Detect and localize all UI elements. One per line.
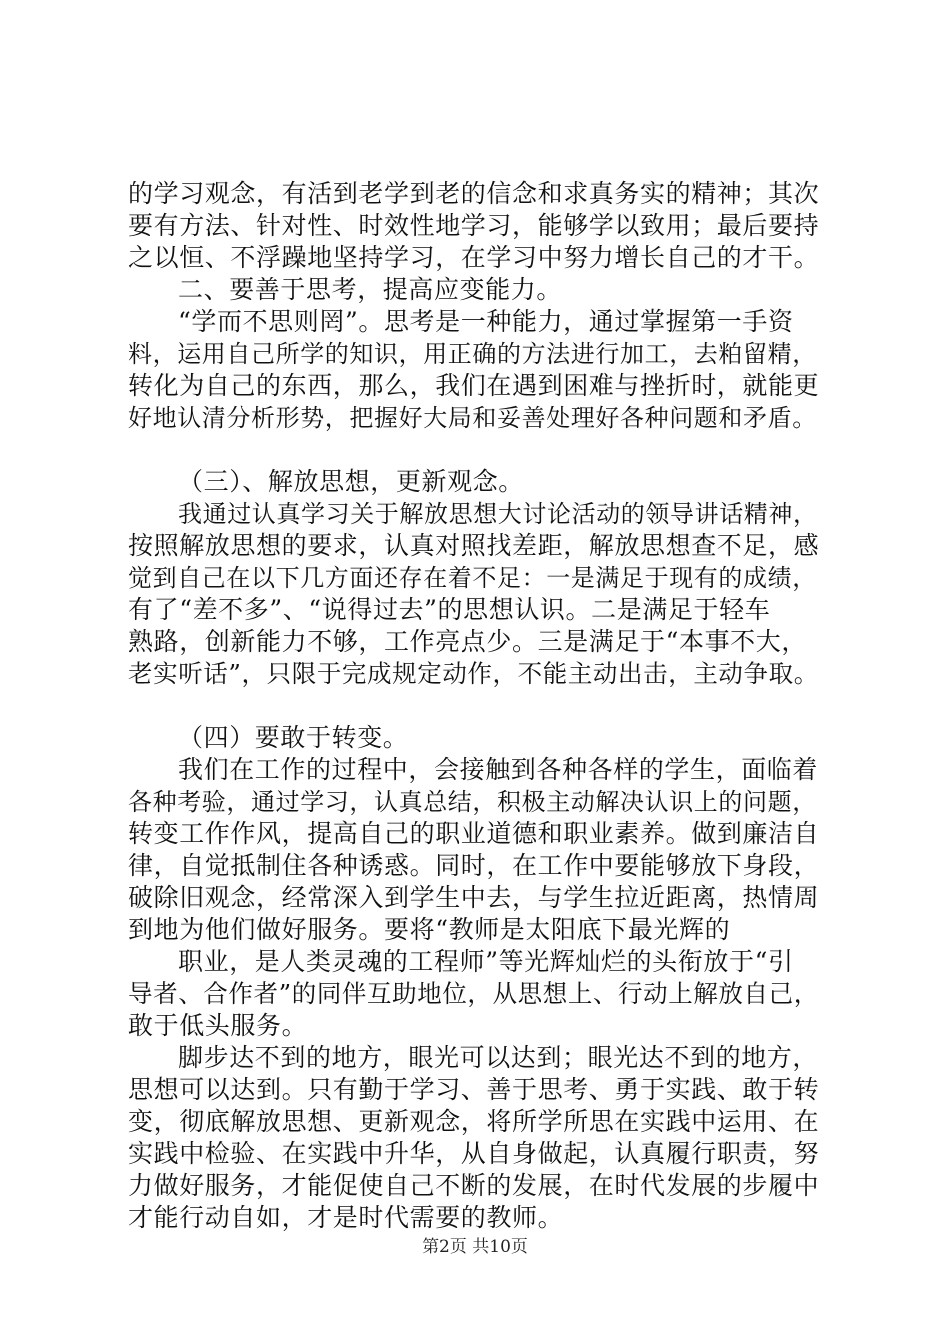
text-line: 变，彻底解放思想、更新观念，将所学所思在实践中运用、在 <box>128 1107 820 1136</box>
text-line: 要有方法、针对性、时效性地学习，能够学以致用；最后要持 <box>128 211 820 240</box>
text-line: 老实听话”，只限于完成规定动作，不能主动出击，主动争取。 <box>128 659 819 688</box>
text-line: 有了“差不多”、“说得过去”的思想认识。二是满足于轻车 <box>128 595 771 624</box>
text-line: 职业，是人类灵魂的工程师”等光辉灿烂的头衔放于“引 <box>178 947 794 976</box>
page-footer: 第2页 共10页 <box>422 1237 528 1257</box>
text-line: 破除旧观念，经常深入到学生中去，与学生拉近距离，热情周 <box>128 883 820 912</box>
text-line: 导者、合作者”的同伴互助地位，从思想上、行动上解放自己， <box>128 979 819 1008</box>
text-line: 按照解放思想的要求，认真对照找差距，解放思想查不足，感 <box>128 531 820 560</box>
text-line: 敢于低头服务。 <box>128 1011 308 1040</box>
text-line: 之以恒、不浮躁地坚持学习，在学习中努力增长自己的才干。 <box>128 243 820 272</box>
section-heading: 二、要善于思考，提高应变能力。 <box>178 275 563 304</box>
text-line: 转变工作作风，提高自己的职业道德和职业素养。做到廉洁自 <box>128 819 820 848</box>
text-line: 各种考验，通过学习，认真总结，积极主动解决认识上的问题， <box>128 788 817 816</box>
text-line: 好地认清分析形势，把握好大局和妥善处理好各种问题和矛盾。 <box>128 404 817 432</box>
text-line: 思想可以达到。只有勤于学习、善于思考、勇于实践、敢于转 <box>128 1075 820 1104</box>
text-line: 我们在工作的过程中，会接触到各种各样的学生，面临着 <box>178 755 819 784</box>
text-line: “学而不思则罔”。思考是一种能力，通过掌握第一手资 <box>178 307 794 336</box>
text-line: 到地为他们做好服务。要将“教师是太阳底下最光辉的 <box>128 915 731 944</box>
section-heading: （三）、解放思想，更新观念。 <box>178 467 524 496</box>
section-heading: （四）要敢于转变。 <box>178 723 409 752</box>
text-line: 律，自觉抵制住各种诱惑。同时，在工作中要能够放下身段， <box>128 851 820 880</box>
text-line: 实践中检验、在实践中升华，从自身做起，认真履行职责，努 <box>128 1139 820 1168</box>
text-line: 脚步达不到的地方，眼光可以达到；眼光达不到的地方， <box>178 1043 819 1072</box>
text-line: 熟路，创新能力不够，工作亮点少。三是满足于“本事不大， <box>128 627 807 656</box>
text-line: 力做好服务，才能促使自己不断的发展，在时代发展的步履中 <box>128 1171 820 1200</box>
text-line: 的学习观念，有活到老学到老的信念和求真务实的精神；其次 <box>128 179 820 208</box>
text-line: 料，运用自己所学的知识，用正确的方法进行加工，去粕留精， <box>128 340 817 368</box>
text-line: 觉到自己在以下几方面还存在着不足：一是满足于现有的成绩， <box>128 564 817 592</box>
text-line: 才能行动自如，才是时代需要的教师。 <box>128 1203 564 1232</box>
text-line: 我通过认真学习关于解放思想大讨论活动的领导讲话精神， <box>178 500 818 528</box>
text-line: 转化为自己的东西，那么，我们在遇到困难与挫折时，就能更 <box>128 371 820 400</box>
